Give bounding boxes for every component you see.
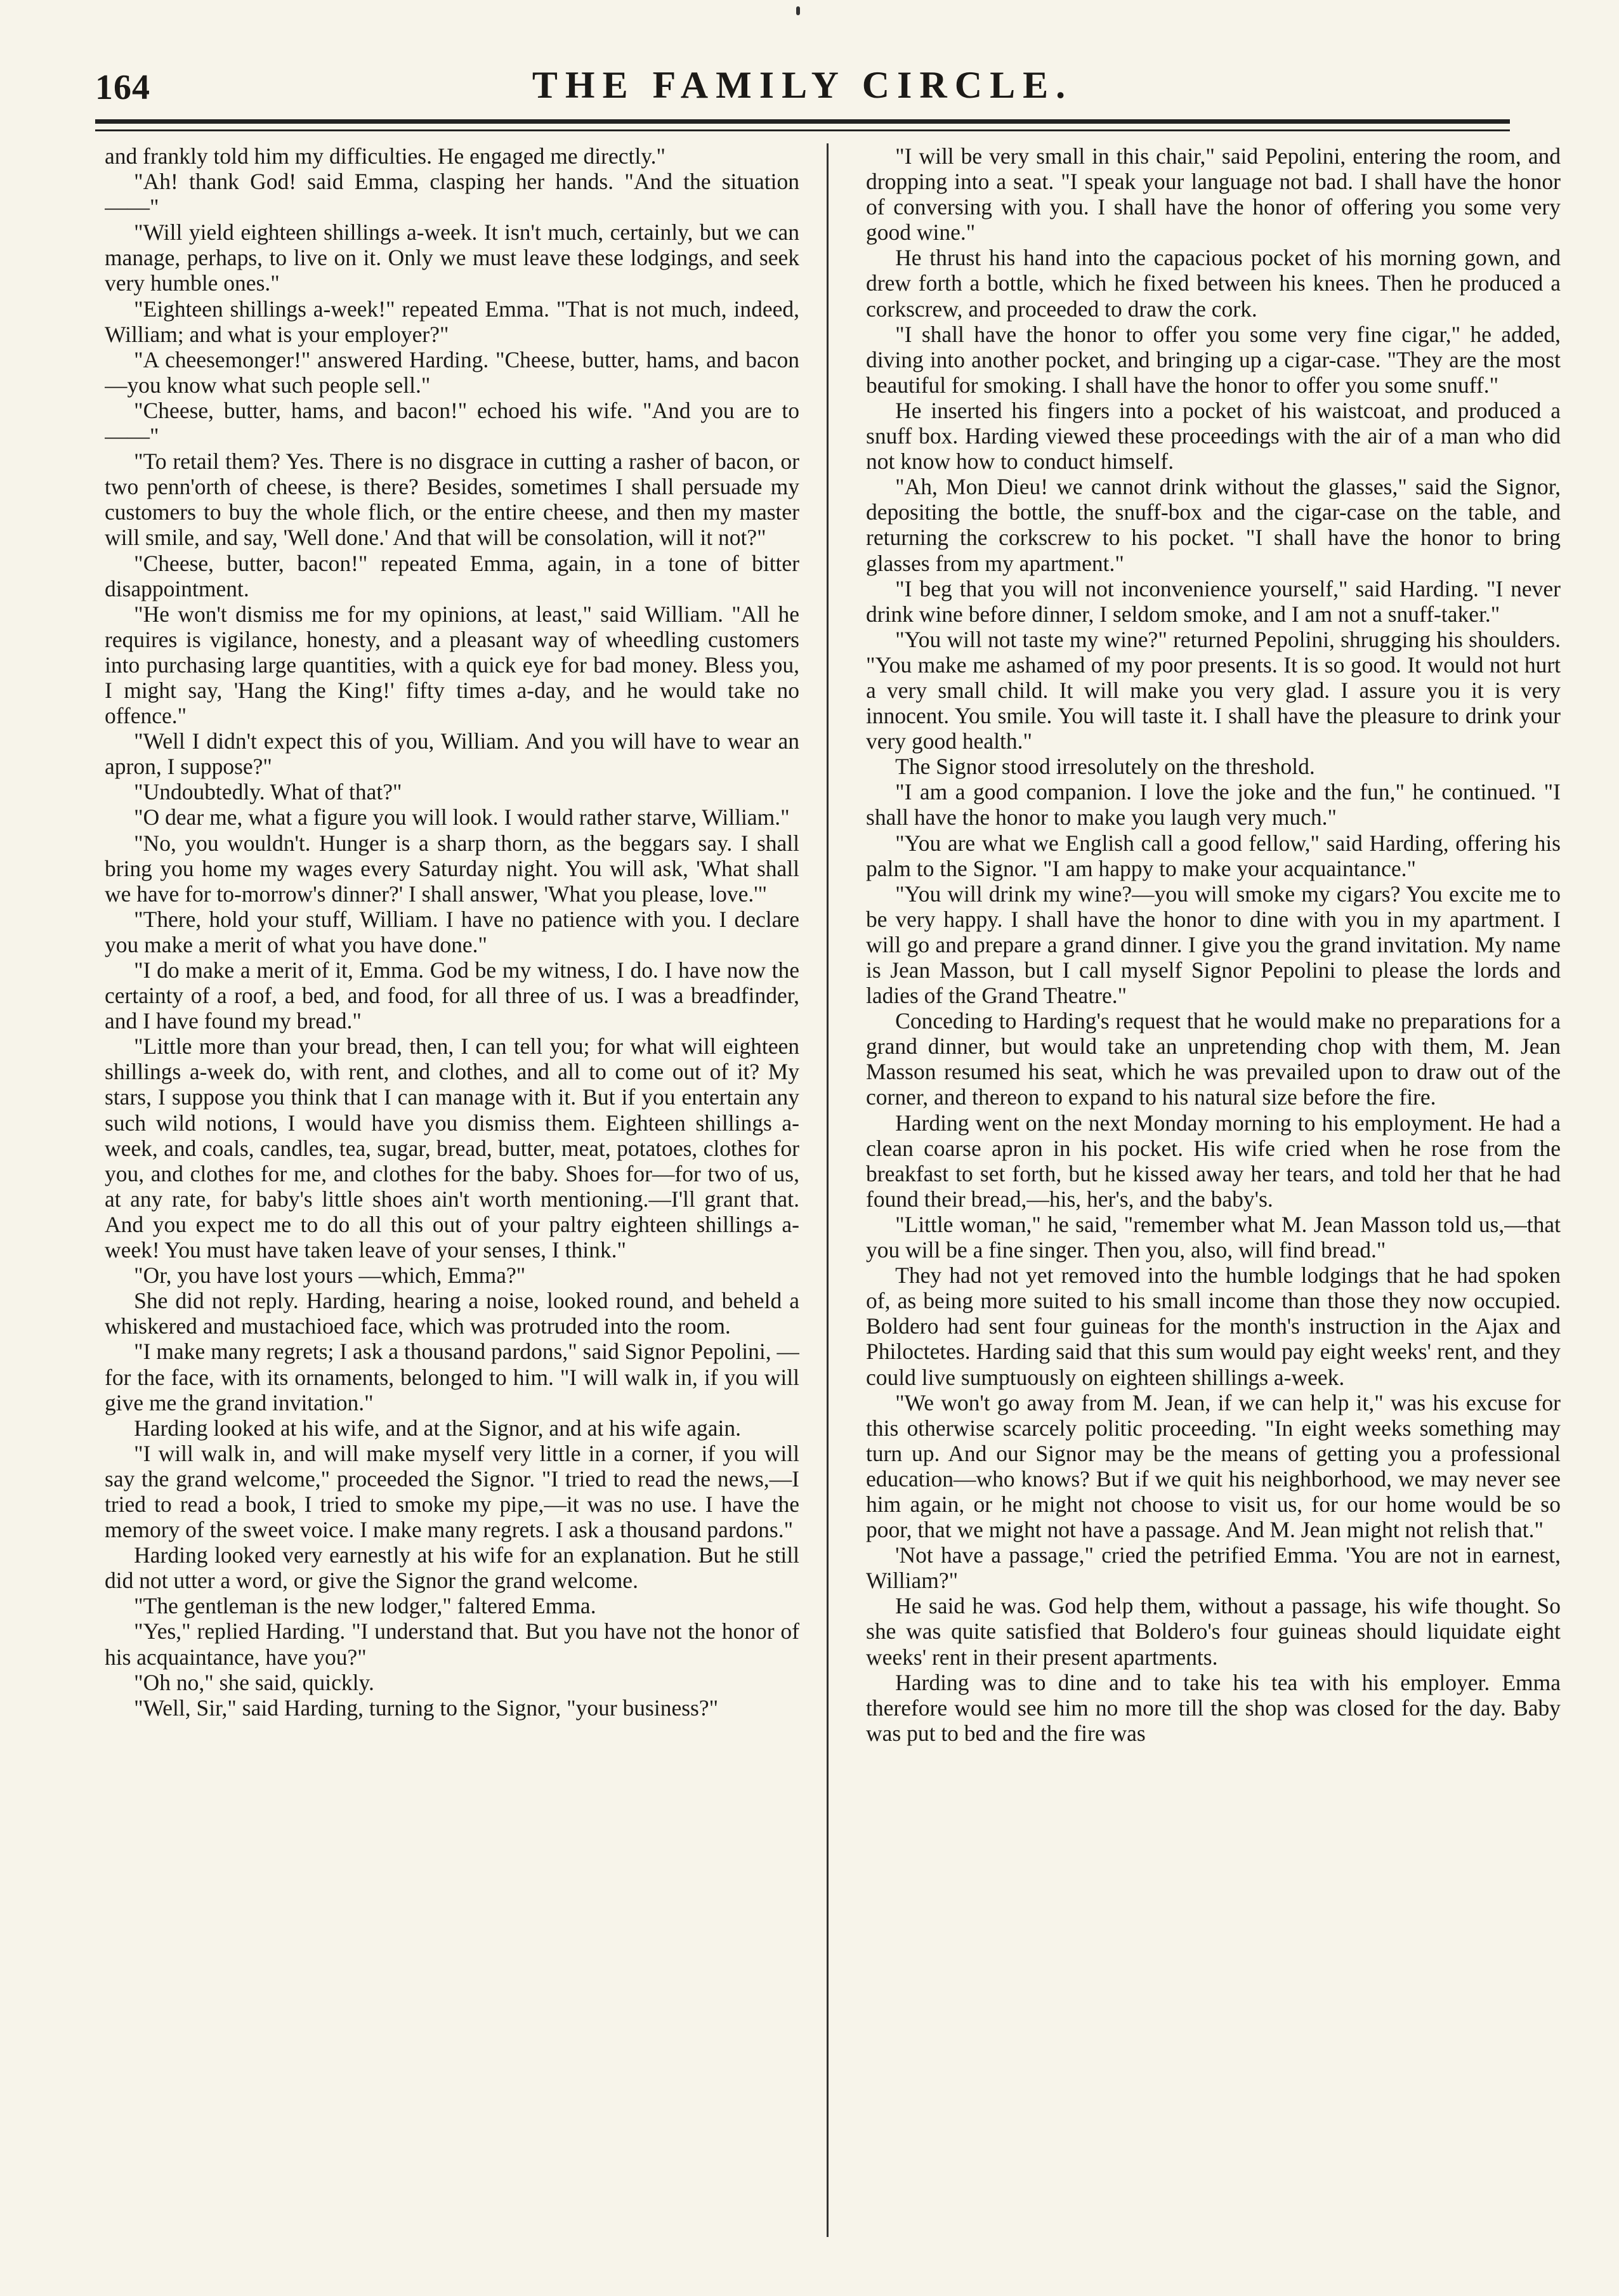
paragraph: He thrust his hand into the capacious pocket of his morning gown, and drew forth a bottle, which he fixed between his knees. Then he produced a corkscrew, and proceeded to draw the cork. <box>866 245 1561 322</box>
header-rule-thin <box>95 129 1510 131</box>
paragraph: Harding looked very earnestly at his wife for an explanation. But he still did not utter a word, or give the Signor the grand welcome. <box>105 1542 799 1594</box>
paragraph: 'Not have a passage," cried the petrified Emma. 'You are not in earnest, William?" <box>866 1542 1561 1594</box>
paragraph: She did not reply. Harding, hearing a noise, looked round, and beheld a whiskered and mustachioed face, which was protruded into the room. <box>105 1288 799 1339</box>
paragraph: "I make many regrets; I ask a thousand pardons," said Signor Pepolini, —for the face, with its ornaments, belonged to him. "I will walk in, if you will give me the grand invitation." <box>105 1339 799 1415</box>
page-header <box>95 63 1510 114</box>
paragraph: "No, you wouldn't. Hunger is a sharp thorn, as the beggars say. I shall bring you home my wages every Saturday night. You will ask, 'What shall we have for to-morrow's dinner?' I shall answer, 'What you please, love.'" <box>105 830 799 907</box>
stray-mark <box>796 6 800 15</box>
paragraph: "We won't go away from M. Jean, if we can help it," was his excuse for this otherwise scarcely politic proceeding. "In eight weeks something may turn up. And our Signor may be the means of getting you a professional education—who knows? But if we quit his neighborhood, we may never see him again, or he might not choose to visit us, for our home would be so poor, that we might not have a passage. And M. Jean might not relish that." <box>866 1389 1561 1543</box>
paragraph: "The gentleman is the new lodger," faltered Emma. <box>134 1593 596 1619</box>
paragraph: "Ah, Mon Dieu! we cannot drink without the glasses," said the Signor, depositing the bottle, the snuff-box and the cigar-case on the table, and returning the corkscrew to his pocket. "I shall have the honor to bring glasses from my apartment." <box>866 474 1561 576</box>
left-column <box>105 143 799 2243</box>
page-number: 164 <box>95 68 150 107</box>
paragraph: "You are what we English call a good fellow," said Harding, offering his palm to the Signor. "I am happy to make your acquaintance." <box>866 830 1561 881</box>
paragraph: "Undoubtedly. What of that?" <box>134 779 402 805</box>
paragraph: "I will walk in, and will make myself very little in a corner, if you will say the grand welcome," proceeded the Signor. "I tried to read the news,—I tried to read a book, I tried to smoke my pipe,—it was no use. I have the memory of the sweet voice. I make many regrets. I ask a thousand pardons." <box>105 1440 799 1543</box>
header-rule-thick <box>95 119 1510 124</box>
paragraph: They had not yet removed into the humble lodgings that he had spoken of, as being more suited to his small income than those they now occupied. Boldero had sent four guineas for the month's instruction in the Ajax and Philoctetes. Harding said that this sum would pay eight weeks' rent, and they could live sumptuously on eighteen shillings a-week. <box>866 1263 1561 1390</box>
paragraph: and frankly told him my difficulties. He engaged me directly." <box>105 143 665 169</box>
running-title: THE FAMILY CIRCLE. <box>532 64 1073 106</box>
paragraph: He inserted his fingers into a pocket of his waistcoat, and produced a snuff box. Harding viewed these proceedings with the air of a man who did not know how to conduct himself. <box>866 397 1561 475</box>
paragraph: "Ah! thank God! said Emma, clasping her hands. "And the situation——" <box>105 169 799 220</box>
paragraph: "I shall have the honor to offer you some very fine cigar," he added, diving into another pocket, and bringing up a cigar-case. "They are the most beautiful for smoking. I shall have the honor to offer you some snuff." <box>866 321 1561 398</box>
paragraph: "I am a good companion. I love the joke and the fun," he continued. "I shall have the honor to make you laugh very much." <box>866 779 1561 830</box>
paragraph: "He won't dismiss me for my opinions, at least," said William. "All he requires is vigilance, honesty, and a pleasant way of wheedling customers into purchasing large quantities, with a quick eye for bad money. Bless you, I might say, 'Hang the King!' fifty times a-day, and he would take no offence." <box>105 601 799 729</box>
paragraph: Harding looked at his wife, and at the Signor, and at his wife again. <box>134 1415 741 1441</box>
paragraph: "I will be very small in this chair," said Pepolini, entering the room, and dropping into a seat. "I speak your language not bad. I shall have the honor of conversing with you. I shall have the honor of offering you some very good wine." <box>866 143 1561 246</box>
paragraph: Harding went on the next Monday morning to his employment. He had a clean coarse apron in his pocket. His wife cried when he rose from the breakfast to set forth, but he kissed away her tears, and told her that he had found their bread,—his, her's, and the baby's. <box>866 1110 1561 1212</box>
paragraph: "Will yield eighteen shillings a-week. It isn't much, certainly, but we can manage, perhaps, to live on it. Only we must leave these lodgings, and seek very humble ones." <box>105 220 799 296</box>
paragraph: Conceding to Harding's request that he would make no preparations for a grand dinner, but would take an unpretending chop with them, M. Jean Masson resumed his seat, which he was prevailed upon to draw out of the corner, and thereon to expand to his natural size before the fire. <box>866 1008 1561 1110</box>
column-divider <box>827 143 829 2237</box>
right-column <box>866 143 1561 2243</box>
paragraph: "Yes," replied Harding. "I understand that. But you have not the honor of his acquaintance, have you?" <box>105 1618 799 1670</box>
paragraph: "I beg that you will not inconvenience yourself," said Harding. "I never drink wine before dinner, I seldom smoke, and I am not a snuff-taker." <box>866 575 1561 627</box>
paragraph: Harding was to dine and to take his tea with his employer. Emma therefore would see him no more till the shop was closed for the day. Baby was put to bed and the fire was <box>866 1669 1561 1746</box>
paragraph: "Little woman," he said, "remember what M. Jean Masson told us,—that you will be a fine singer. Then you, also, will find bread." <box>866 1211 1561 1263</box>
paragraph: "You will not taste my wine?" returned Pepolini, shrugging his shoulders. "You make me ashamed of my poor presents. It is so good. It would not hurt a very small child. It will make you very glad. I assure you it is very innocent. You smile. You will taste it. I shall have the pleasure to drink your very good health." <box>866 626 1561 754</box>
paragraph: "Little more than your bread, then, I can tell you; for what will eighteen shillings a-week do, with rent, and clothes, and all to come out of it? My stars, I suppose you think that I can manage with it. But if you entertain any such wild notions, I would have you dismiss them. Eighteen shillings a-week, and coals, candles, tea, sugar, bread, butter, meat, potatoes, clothes for you, and clothes for me, and clothes for the baby. Shoes for—for two of us, at any rate, for baby's little shoes ain't worth mentioning.—I'll grant that. And you expect me to do all this out of your paltry eighteen shillings a-week! You must have taken leave of your senses, I think." <box>105 1033 799 1263</box>
paragraph: "I do make a merit of it, Emma. God be my witness, I do. I have now the certainty of a roof, a bed, and food, for all three of us. I was a breadfinder, and I have found my bread." <box>105 957 799 1034</box>
paragraph: "A cheesemonger!" answered Harding. "Cheese, butter, hams, and bacon—you know what such people sell." <box>105 346 799 398</box>
paragraph: "Cheese, butter, bacon!" repeated Emma, again, in a tone of bitter disappointment. <box>105 550 799 601</box>
paragraph: The Signor stood irresolutely on the threshold. <box>895 754 1315 780</box>
paragraph: "To retail them? Yes. There is no disgrace in cutting a rasher of bacon, or two penn'orth of cheese, is there? Besides, sometimes I shall persuade my customers to buy the whole flich, or the entire cheese, and then my master will smile, and say, 'Well done.' And that will be consolation, will it not?" <box>105 449 799 551</box>
paragraph: "There, hold your stuff, William. I have no patience with you. I declare you make a merit of what you have done." <box>105 906 799 957</box>
paragraph: "Well, Sir," said Harding, turning to the Signor, "your business?" <box>134 1695 719 1721</box>
paragraph: "Well I didn't expect this of you, William. And you will have to wear an apron, I suppose?" <box>105 728 799 780</box>
paragraph: He said he was. God help them, without a passage, his wife thought. So she was quite satisfied that Boldero's four guineas should liquidate eight weeks' rent in their present apartments. <box>866 1593 1561 1670</box>
paragraph: "Or, you have lost yours —which, Emma?" <box>134 1263 526 1289</box>
paragraph: "O dear me, what a figure you will look. I would rather starve, William." <box>134 804 790 830</box>
paragraph: "Eighteen shillings a-week!" repeated Emma. "That is not much, indeed, William; and what is your employer?" <box>105 296 799 347</box>
paragraph: "Oh no," she said, quickly. <box>134 1669 374 1695</box>
paragraph: "You will drink my wine?—you will smoke my cigars? You excite me to be very happy. I shall have the honor to dine with you in my apartment. I will go and prepare a grand dinner. I give you the grand invitation. My name is Jean Masson, but I call myself Signor Pepolini to please the lords and ladies of the Grand Theatre." <box>866 881 1561 1009</box>
paragraph: "Cheese, butter, hams, and bacon!" echoed his wife. "And you are to——" <box>105 397 799 449</box>
